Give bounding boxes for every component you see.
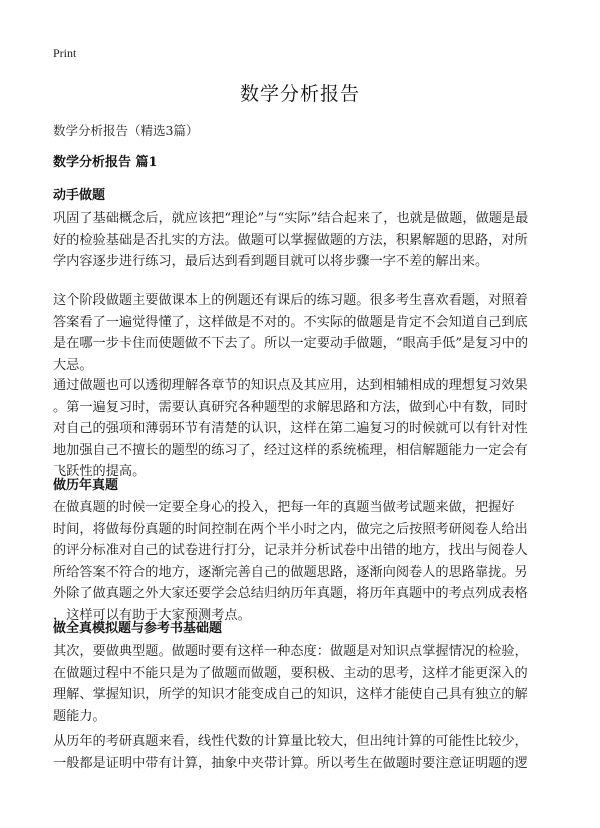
text-line: 地加强自己不擅长的题型的练习了，经过这样的系统梳理，相信解题能力一定会有 — [53, 442, 528, 458]
article-heading: 数学分析报告 篇1 — [53, 155, 158, 170]
text-line: 其次，要做典型题。做题时要有这样一种态度：做题是对知识点掌握情况的检验， — [53, 644, 528, 659]
text-line: 理解、掌握知识，所学的知识才能变成自己的知识，这样才能使自己具有独立的解 — [53, 687, 528, 702]
text-line: 巩固了基础概念后，就应该把“理论”与“实际”结合起来了，也就是做题，做题是最 — [53, 211, 529, 226]
paragraph — [53, 208, 550, 273]
text-line: 答案看了一遍觉得懂了，这样做是不对的。不实际的做题是肯定不会知道自己到底 — [53, 314, 528, 330]
text-line: 的评分标准对自己的试卷进行打分，记录并分析试卷中出错的地方，找出与阅卷人 — [53, 543, 528, 558]
text-line: 对自己的强项和薄弱环节有清楚的认识，这样在第二遍复习的时候就可以有针对性 — [53, 421, 528, 436]
text-line: 外除了做真题之外大家还要学会总结归纳历年真题，将历年真题中的考点列成表格 — [53, 586, 528, 601]
paragraph — [53, 497, 550, 626]
text-line: 在做真题的时候一定要全身心的投入，把每一年的真题当做考试题来做，把握好 — [53, 500, 515, 515]
paragraph — [53, 641, 550, 727]
text-line: 一般都是证明中带有计算，抽象中夹带计算。所以考生在做题时要注意证明题的逻 — [53, 755, 528, 771]
text-line: 。第一遍复习时，需要认真研究各种题型的求解思路和方法，做到心中有数，同时 — [53, 399, 528, 415]
paragraph — [53, 731, 550, 774]
text-line: 学内容逐步进行练习，最后达到看到题目就可以将步骤一字不差的解出来。 — [53, 254, 489, 269]
text-line: 通过做题也可以透彻理解各章节的知识点及其应用，达到相辅相成的理想复习效果 — [53, 378, 528, 393]
text-line: 大忌。 — [53, 357, 93, 373]
text-line: ，这样可以有助于大家预测考点。 — [53, 607, 251, 623]
paragraph — [53, 375, 550, 483]
paragraph — [53, 290, 550, 376]
text-line: 所给答案不符合的地方，逐渐完善自己的做题思路，逐渐向阅卷人的思路靠拢。另 — [53, 564, 528, 580]
text-line: 在做题过程中不能只是为了做题而做题，要积极、主动的思考，这样才能更深入的 — [53, 665, 528, 681]
text-line: 飞跃性的提高。 — [53, 464, 146, 479]
print-label: Print — [53, 46, 77, 60]
section-heading: 动手做题 — [53, 188, 106, 203]
text-line: 这个阶段做题主要做课本上的例题还有课后的练习题。很多考生喜欢看题，对照着 — [53, 293, 528, 308]
section-heading: 做历年真题 — [53, 478, 119, 493]
text-line: 时间，将做每份真题的时间控制在两个半小时之内，做完之后按照考研阅卷人给出 — [53, 521, 528, 537]
page-title: 数学分析报告 — [239, 83, 360, 105]
text-line: 题能力。 — [53, 708, 106, 724]
text-line: 从历年的考研真题来看，线性代数的计算量比较大，但出纯计算的可能性比较少， — [53, 734, 528, 749]
text-line: 好的检验基础是否扎实的方法。做题可以掌握做题的方法，积累解题的思路，对所 — [53, 232, 528, 248]
section-heading: 做全真模拟题与参考书基础题 — [53, 621, 223, 636]
document-subtitle: 数学分析报告（精选3篇） — [53, 123, 199, 138]
text-line: 是在哪一步卡住而使题做不下去了。所以一定要动手做题，“眼高手低”是复习中的 — [53, 336, 529, 351]
